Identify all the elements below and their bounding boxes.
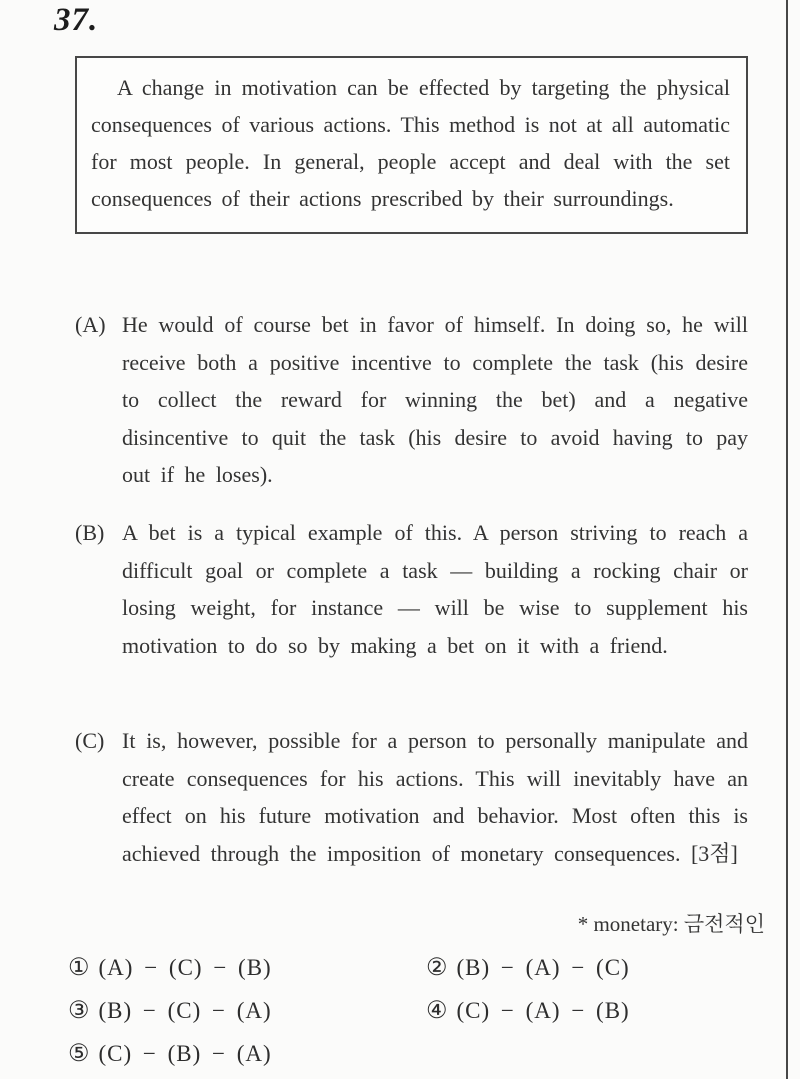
option-5-text: (C) − (B) − (A): [98, 1041, 272, 1066]
paragraph-a-label: (A): [75, 312, 106, 337]
question-number: 37.: [54, 2, 99, 38]
answer-options: [68, 951, 774, 1071]
option-2-text: (B) − (A) − (C): [456, 955, 630, 980]
paragraph-b: [75, 514, 748, 664]
option-4[interactable]: [426, 994, 774, 1028]
stimulus-box: [75, 56, 748, 234]
option-4-text: (C) − (A) − (B): [456, 998, 630, 1023]
paragraph-a-text: He would of course bet in favor of himself. In doing so, he will receive both a positive incentive to complete the task (his desire to collect the reward for winning the bet) and a negative disincentive to quit the task (his desire to avoid having to pay out if he loses).: [122, 312, 748, 487]
option-5-marker: ⑤: [68, 1041, 90, 1067]
option-3-marker: ③: [68, 998, 90, 1024]
paragraph-c-text: It is, however, possible for a person to personally manipulate and create consequences for his actions. This will inevitably have an effect on his future motivation and behavior. Most often this is achieved through the imposition of monetary consequences. [3점]: [122, 728, 748, 866]
footnote-monetary: * monetary: 금전적인: [577, 912, 765, 936]
column-divider-line: [786, 0, 788, 1079]
paragraph-b-text: A bet is a typical example of this. A person striving to reach a difficult goal or complete a task — building a rocking chair or losing weight, for instance — will be wise to supplement his motivation to do so by making a bet on it with a friend.: [122, 520, 748, 658]
option-2-marker: ②: [426, 955, 448, 981]
option-4-marker: ④: [426, 998, 448, 1024]
option-1-marker: ①: [68, 955, 90, 981]
paragraph-a: [75, 306, 748, 494]
paragraph-c-label: (C): [75, 728, 105, 753]
paragraph-b-label: (B): [75, 520, 105, 545]
option-1[interactable]: [68, 951, 426, 985]
paragraph-c: [75, 722, 748, 872]
option-2[interactable]: [426, 951, 774, 985]
option-1-text: (A) − (C) − (B): [98, 955, 272, 980]
option-3-text: (B) − (C) − (A): [98, 998, 272, 1023]
stimulus-text: A change in motivation can be effected by targeting the physical consequences of various actions. This method is not at all automatic for most people. In general, people accept and deal with the set consequences of their actions prescribed by their surroundings.: [91, 75, 730, 211]
option-3[interactable]: [68, 994, 426, 1028]
option-5[interactable]: [68, 1037, 426, 1071]
